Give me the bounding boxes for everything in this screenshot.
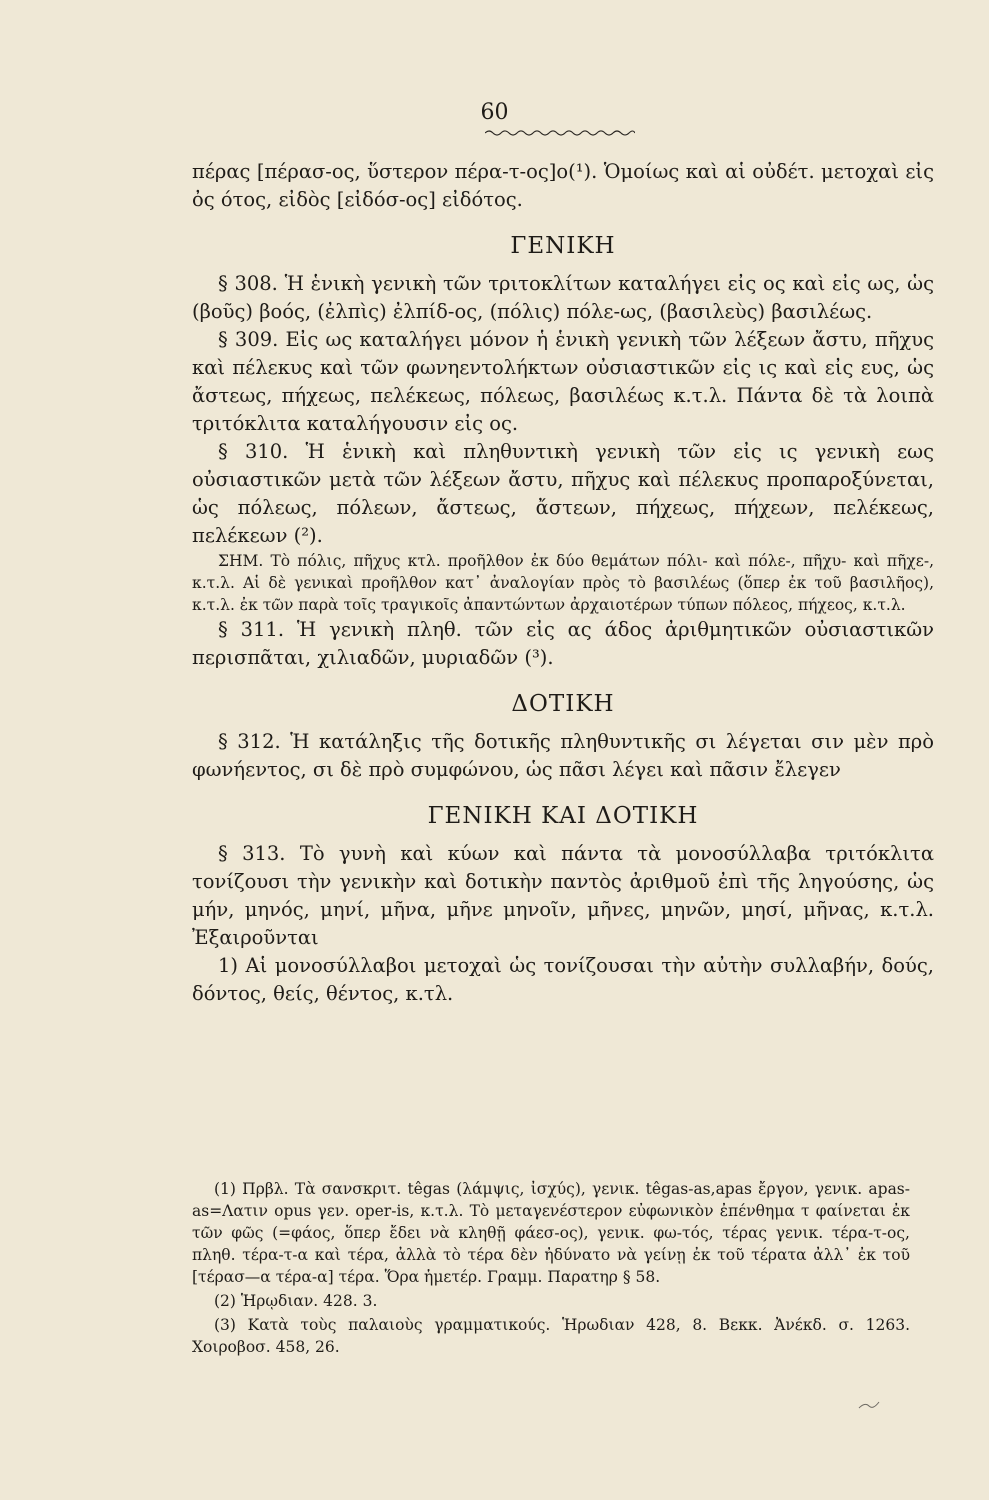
- remark-note: ΣΗΜ. Τὸ πόλις, πῆχυς κτλ. προῆλθον ἐκ δύο θεμάτων πόλι- καὶ πόλε-, πῆχυ- καὶ πῆχε-, κ.τ.λ. Αἱ δὲ γενικαὶ προῆλθον κατ᾽ ἀναλογίαν πρὸς τὸ βασιλέως (ὅπερ ἐκ τοῦ βασιλῆος), κ.τ.λ. ἐκ τῶν παρὰ τοῖς τραγικοῖς ἀπαντώντων ἀρχαιοτέρων τύπων πόλεος, πήχεος, κ.τ.λ.: [192, 552, 934, 614]
- paragraph-310: § 310. Ἡ ἑνικὴ καὶ πληθυντικὴ γενικὴ τῶν εἰς ις γενικὴ εως οὐσιαστικῶν μετὰ τῶν λέξεων ἄστυ, πῆχυς καὶ πέλεκυς προπαροξύνεται, ὡς πόλεως, πόλεων, ἄστεως, ἄστεων, πήχεως, πήχεων, πελέκεως, πελέκεων (²).: [192, 440, 934, 547]
- page-number: 60: [480, 100, 509, 125]
- paragraph-308: § 308. Ἡ ἑνικὴ γενικὴ τῶν τριτοκλίτων καταλήγει εἰς ος καὶ εἰς ως, ὡς (βοῦς) βοός, (ἐλπὶς) ἐλπίδ-ος, (πόλις) πόλε-ως, (βασιλεὺς) βασιλέως.: [192, 272, 934, 323]
- footnote-2: (2) Ἡρῳδιαν. 428. 3.: [214, 1292, 378, 1310]
- paragraph-309: § 309. Εἰς ως καταλήγει μόνον ἡ ἑνικὴ γενικὴ τῶν λέξεων ἄστυ, πῆχυς καὶ πέλεκυς καὶ τῶν φωνηεντολήκτων οὐσιαστικῶν εἰς ις καὶ εἰς ευς, ὡς ἄστεως, πήχεως, πελέκεως, πόλεως, βασιλέως κ.τ.λ. Πάντα δὲ τὰ λοιπὰ τριτόκλιτα καταλήγουσιν εἰς ος.: [192, 328, 934, 435]
- footnote-3: (3) Κατὰ τοὺς παλαιοὺς γραμματικούς. Ἡρωδιαν 428, 8. Βεκκ. Ἀνέκδ. σ. 1263. Χοιροβοσ. 458, 26.: [192, 1316, 910, 1356]
- paragraph-312: § 312. Ἡ κατάληξις τῆς δοτικῆς πληθυντικῆς σι λέγεται σιν μὲν πρὸ φωνήεντος, σι δὲ πρὸ συμφώνου, ὡς πᾶσι λέγει καὶ πᾶσιν ἔλεγεν: [192, 730, 934, 781]
- section-heading-genitive-dative: ΓΕΝΙΚΗ ΚΑΙ ΔΟΤΙΚΗ: [427, 803, 699, 829]
- footnote-1: (1) Πρβλ. Τὰ σανσκριτ. têgas (λάμψις, ἰσχύς), γενικ. têgas-as,apas ἔργον, γενικ. apas-as=Λατιν opus γεν. oper-is, κ.τ.λ. Τὸ μεταγενέστερον εὐφωνικὸν ἐπένθημα τ φαίνεται ἐκ τῶν φῶς (=φάος, ὅπερ ἔδει νὰ κληθῇ φάεσ-ος), γενικ. φω-τός, τέρας γενικ. τέρα-τ-ος, πληθ. τέρα-τ-α καὶ τέρα, ἀλλὰ τὸ τέρα δὲν ἠδύνατο νὰ γείνῃ ἐκ τοῦ τέρατα ἀλλ᾽ ἐκ τοῦ [τέρασ—α τέρα-α] τέρα. Ὅρα ἡμετέρ. Γραμμ. Παρατηρ § 58.: [192, 1180, 910, 1286]
- paragraph-313: § 313. Τὸ γυνὴ καὶ κύων καὶ πάντα τὰ μονοσύλλαβα τριτόκλιτα τονίζουσι τὴν γενικὴν καὶ δοτικὴν παντὸς ἀριθμοῦ ἐπὶ τῆς ληγούσης, ὡς μήν, μηνός, μηνί, μῆνα, μῆνε μηνοῖν, μῆνες, μηνῶν, μησί, μῆνας, κ.τ.λ. Ἐξαιροῦνται: [192, 842, 934, 949]
- paragraph-311: § 311. Ἡ γενικὴ πληθ. τῶν εἰς ας άδος ἀριθμητικῶν οὐσιαστικῶν περισπᾶται, χιλιαδῶν, μυριαδῶν (³).: [192, 618, 934, 669]
- ornamental-wavy-rule: [485, 128, 635, 138]
- paragraph-313-exception: 1) Αἱ μονοσύλλαβοι μετοχαὶ ὡς τονίζουσαι τὴν αὐτὴν συλλαβήν, δούς, δόντος, θείς, θέντος, κ.τλ.: [192, 954, 934, 1005]
- section-heading-dative: ΔΟΤΙΚΗ: [511, 691, 615, 717]
- footnotes: [192, 1178, 910, 1360]
- main-text: [192, 158, 934, 1008]
- text-block: πέρας [πέρασ-ος, ὕστερον πέρα-τ-ος]ο(¹). Ὁμοίως καὶ αἱ οὐδέτ. μετοχαὶ εἰς ὀς ότος, εἰδὸς [εἰδόσ-ος] εἰδότος.: [192, 160, 934, 211]
- section-heading-genitive: ΓΕΝΙΚΗ: [510, 233, 616, 259]
- stray-pencil-mark: [858, 1400, 880, 1410]
